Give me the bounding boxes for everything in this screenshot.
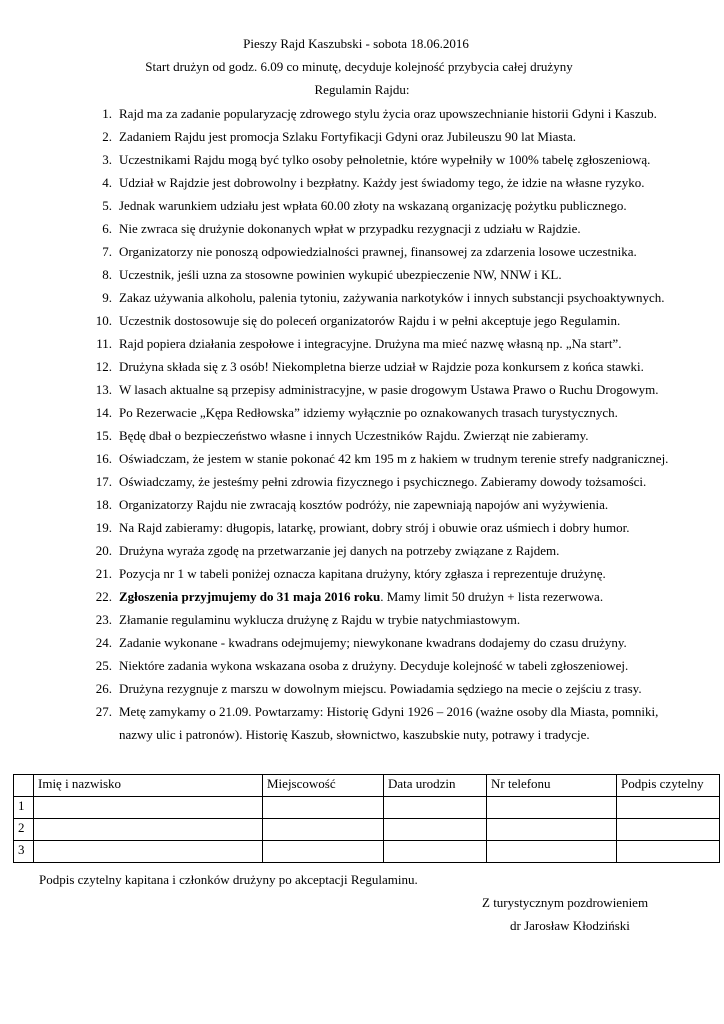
column-header-signature: Podpis czytelny xyxy=(617,775,720,797)
rule-text: Drużyna składa się z 3 osób! Niekompletna bierze udział w Rajdzie poza konkursem z końca stawki. xyxy=(119,359,644,374)
rule-number: 27. xyxy=(95,704,112,719)
list-item xyxy=(0,612,724,634)
rule-number: 5. xyxy=(102,198,112,213)
list-item xyxy=(0,382,724,404)
rule-number: 9. xyxy=(102,290,112,305)
rule-text: Nie zwraca się drużynie dokonanych wpłat w przypadku rezygnacji z udziału w Rajdzie. xyxy=(119,221,581,236)
signature-cell[interactable] xyxy=(617,819,720,841)
list-item xyxy=(0,589,724,611)
column-header-index xyxy=(14,775,34,797)
rule-text: Metę zamykamy o 21.09. Powtarzamy: Historię Gdyni 1926 – 2016 (ważne osoby dla Miasta, pomniki, xyxy=(119,704,659,719)
list-item xyxy=(0,313,724,335)
city-cell[interactable] xyxy=(263,819,384,841)
list-item xyxy=(0,198,724,220)
rule-text: Uczestnikami Rajdu mogą być tylko osoby pełnoletnie, które wypełniły w 100% tabelę zgłoszeniową. xyxy=(119,152,651,167)
column-header-phone: Nr telefonu xyxy=(487,775,617,797)
rule-text: Drużyna wyraża zgodę na przetwarzanie jej danych na potrzeby związane z Rajdem. xyxy=(119,543,560,558)
table-row xyxy=(14,819,720,841)
column-header-birthdate: Data urodzin xyxy=(384,775,487,797)
list-item xyxy=(0,359,724,381)
column-header-name: Imię i nazwisko xyxy=(34,775,263,797)
rule-text: Zakaz używania alkoholu, palenia tytoniu, zażywania narkotyków i innych substancji psychoaktywnych. xyxy=(119,290,665,305)
list-item xyxy=(0,451,724,473)
document-title: Pieszy Rajd Kaszubski - sobota 18.06.2016 xyxy=(243,36,469,51)
rule-number: 6. xyxy=(102,221,112,236)
rule-number: 8. xyxy=(102,267,112,282)
rule-text: Rajd ma za zadanie popularyzację zdrowego stylu życia oraz upowszechnianie historii Gdyni i Kaszub. xyxy=(119,106,657,121)
rule-text: Rajd popiera działania zespołowe i integracyjne. Drużyna ma mieć nazwę własną np. „Na start”. xyxy=(119,336,622,351)
rule-text: Jednak warunkiem udziału jest wpłata 60.00 złoty na wskazaną organizację pożytku publicznego. xyxy=(119,198,627,213)
phone-cell[interactable] xyxy=(487,819,617,841)
city-cell[interactable] xyxy=(263,797,384,819)
list-item xyxy=(0,566,724,588)
rule-deadline-bold: Zgłoszenia przyjmujemy do 31 maja 2016 roku xyxy=(119,589,381,604)
rule-number: 26. xyxy=(95,681,112,696)
rule-number: 23. xyxy=(95,612,112,627)
rule-number: 20. xyxy=(95,543,112,558)
rule-number: 25. xyxy=(95,658,112,673)
list-item xyxy=(0,704,724,742)
rule-number: 4. xyxy=(102,175,112,190)
list-item xyxy=(0,658,724,680)
phone-cell[interactable] xyxy=(487,797,617,819)
table-row xyxy=(14,797,720,819)
list-item xyxy=(0,106,724,128)
rule-number: 17. xyxy=(95,474,112,489)
rule-text: Uczestnik dostosowuje się do poleceń organizatorów Rajdu i w pełni akceptuje jego Regulamin. xyxy=(119,313,621,328)
list-item xyxy=(0,520,724,542)
rule-text: Niektóre zadania wykona wskazana osoba z drużyny. Decyduje kolejność w tabeli zgłoszeniowej. xyxy=(119,658,629,673)
column-header-city: Miejscowość xyxy=(263,775,384,797)
rule-number: 15. xyxy=(95,428,112,443)
rule-text xyxy=(119,589,719,605)
rule-number: 2. xyxy=(102,129,112,144)
rule-text: Złamanie regulaminu wyklucza drużynę z Rajdu w trybie natychmiastowym. xyxy=(119,612,521,627)
regulations-title: Regulamin Rajdu: xyxy=(314,82,410,97)
list-item xyxy=(0,152,724,174)
list-item xyxy=(0,543,724,565)
start-info: Start drużyn od godz. 6.09 co minutę, decyduje kolejność przybycia całej drużyny xyxy=(145,59,573,74)
rule-text-rest: . Mamy limit 50 drużyn + lista rezerwowa. xyxy=(380,589,604,604)
rule-number: 11. xyxy=(96,336,112,351)
closing-greeting: Z turystycznym pozdrowieniem xyxy=(482,895,649,910)
rule-number: 22. xyxy=(95,589,112,604)
row-number: 2 xyxy=(14,819,34,841)
table-row xyxy=(14,841,720,863)
rule-text: Zadaniem Rajdu jest promocja Szlaku Fortyfikacji Gdyni oraz Jubileuszu 90 lat Miasta. xyxy=(119,129,577,144)
name-cell[interactable] xyxy=(34,841,263,863)
rule-text: Zadanie wykonane - kwadrans odejmujemy; niewykonane kwadrans dodajemy do czasu drużyny. xyxy=(119,635,627,650)
name-cell[interactable] xyxy=(34,797,263,819)
rule-number: 18. xyxy=(95,497,112,512)
rule-text: Organizatorzy nie ponoszą odpowiedzialności prawnej, finansowej za zdarzenia losowe uczestnika. xyxy=(119,244,637,259)
birthdate-cell[interactable] xyxy=(384,841,487,863)
rule-number: 10. xyxy=(95,313,112,328)
rule-text: Po Rezerwacie „Kępa Redłowska” idziemy wyłącznie po oznakowanych trasach turystycznych. xyxy=(119,405,618,420)
list-item xyxy=(0,336,724,358)
rule-text-continuation: nazwy ulic i patronów). Historię Kaszub, słownictwo, kaszubskie nuty, potrawy i tradycje. xyxy=(119,727,590,742)
list-item xyxy=(0,244,724,266)
birthdate-cell[interactable] xyxy=(384,797,487,819)
list-item xyxy=(0,635,724,657)
signature-cell[interactable] xyxy=(617,797,720,819)
row-number: 3 xyxy=(14,841,34,863)
list-item xyxy=(0,428,724,450)
city-cell[interactable] xyxy=(263,841,384,863)
list-item xyxy=(0,681,724,703)
list-item xyxy=(0,290,724,312)
rule-number: 14. xyxy=(95,405,112,420)
rule-number: 16. xyxy=(95,451,112,466)
signature-note: Podpis czytelny kapitana i członków drużyny po akceptacji Regulaminu. xyxy=(39,872,418,887)
rule-number: 13. xyxy=(95,382,112,397)
rule-text: Oświadczamy, że jesteśmy pełni zdrowia fizycznego i psychicznego. Zabieramy dowody tożsamości. xyxy=(119,474,647,489)
table-header-row xyxy=(14,775,720,797)
rule-text: Organizatorzy Rajdu nie zwracają kosztów podróży, nie zapewniają napojów ani wyżywienia. xyxy=(119,497,609,512)
list-item xyxy=(0,221,724,243)
list-item xyxy=(0,267,724,289)
author-name: dr Jarosław Kłodziński xyxy=(510,918,630,933)
registration-table xyxy=(13,774,720,863)
list-item xyxy=(0,175,724,197)
signature-cell[interactable] xyxy=(617,841,720,863)
phone-cell[interactable] xyxy=(487,841,617,863)
rule-text: Na Rajd zabieramy: długopis, latarkę, prowiant, dobry strój i obuwie oraz uśmiech i dobry humor. xyxy=(119,520,630,535)
rule-number: 3. xyxy=(102,152,112,167)
rule-text: Oświadczam, że jestem w stanie pokonać 42 km 195 m z hakiem w trudnym terenie strefy nadgranicznej. xyxy=(119,451,669,466)
rule-text: Pozycja nr 1 w tabeli poniżej oznacza kapitana drużyny, który zgłasza i reprezentuje drużynę. xyxy=(119,566,606,581)
rule-number: 24. xyxy=(95,635,112,650)
name-cell[interactable] xyxy=(34,819,263,841)
list-item xyxy=(0,405,724,427)
rule-number: 21. xyxy=(95,566,112,581)
list-item xyxy=(0,129,724,151)
birthdate-cell[interactable] xyxy=(384,819,487,841)
list-item xyxy=(0,474,724,496)
rule-number: 7. xyxy=(102,244,112,259)
rule-number: 1. xyxy=(102,106,112,121)
rule-text: W lasach aktualne są przepisy administracyjne, w pasie drogowym Ustawa Prawo o Ruchu Drogowym. xyxy=(119,382,659,397)
rule-text: Drużyna rezygnuje z marszu w dowolnym miejscu. Powiadamia sędziego na mecie o zejściu z trasy. xyxy=(119,681,642,696)
row-number: 1 xyxy=(14,797,34,819)
rule-text: Uczestnik, jeśli uzna za stosowne powinien wykupić ubezpieczenie NW, NNW i KL. xyxy=(119,267,562,282)
rule-number: 19. xyxy=(95,520,112,535)
rule-number: 12. xyxy=(95,359,112,374)
rule-text: Będę dbał o bezpieczeństwo własne i innych Uczestników Rajdu. Zwierząt nie zabieramy. xyxy=(119,428,589,443)
rule-text: Udział w Rajdzie jest dobrowolny i bezpłatny. Każdy jest świadomy tego, że idzie na własne ryzyko. xyxy=(119,175,645,190)
list-item xyxy=(0,497,724,519)
